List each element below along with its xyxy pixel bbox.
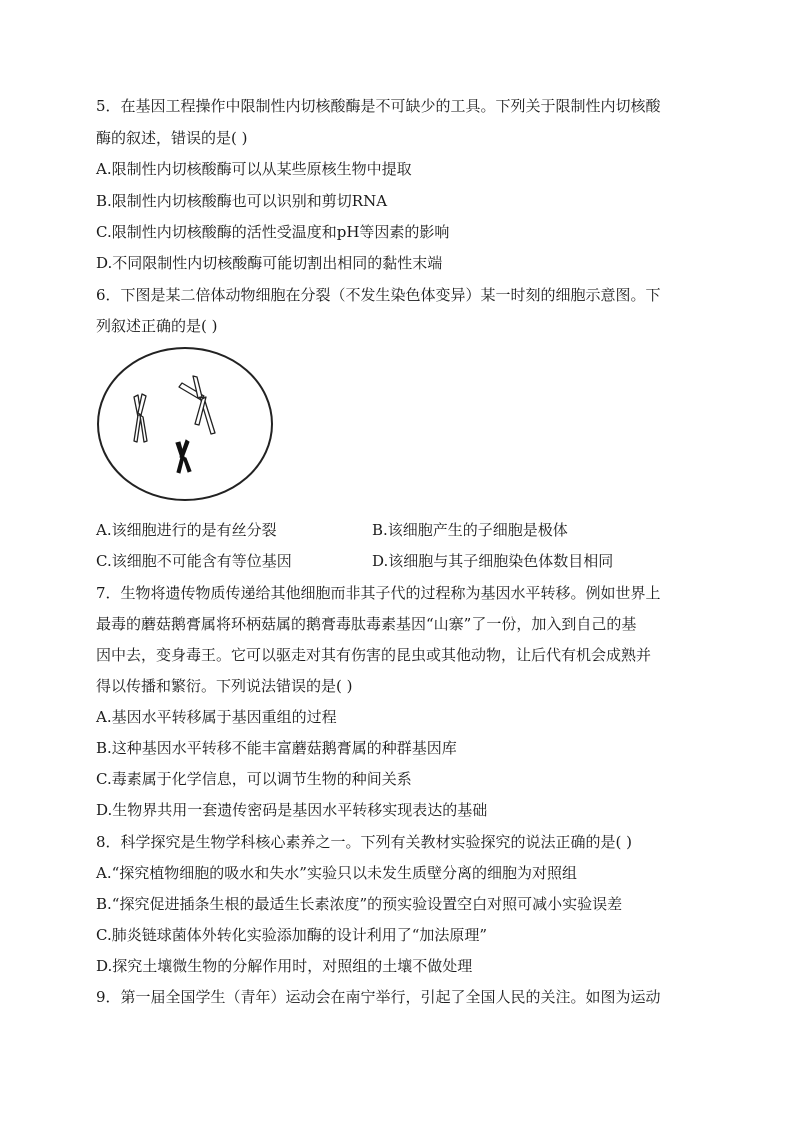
q5-option-c: C.限制性内切核酸酶的活性受温度和pH等因素的影响 <box>96 223 450 241</box>
q5-option-b: B.限制性内切核酸酶也可以识别和剪切RNA <box>96 192 388 210</box>
q7-stem-line1: 7．生物将遗传物质传递给其他细胞而非其子代的过程称为基因水平转移。例如世界上 <box>96 584 661 602</box>
q6-option-d: D.该细胞与其子细胞染色体数目相同 <box>372 552 614 570</box>
q7-option-d: D.生物界共用一套遗传密码是基因水平转移实现表达的基础 <box>96 801 488 819</box>
q6-option-b: B.该细胞产生的子细胞是极体 <box>372 521 568 539</box>
q8-option-a: A.“探究植物细胞的吸水和失水”实验只以未发生质壁分离的细胞为对照组 <box>96 864 577 882</box>
q6-option-a: A.该细胞进行的是有丝分裂 <box>96 521 277 539</box>
q7-stem-line3: 因中去，变身毒王。它可以驱走对其有伤害的昆虫或其他动物，让后代有机会成熟并 <box>96 646 652 664</box>
q8-option-d: D.探究土壤微生物的分解作用时，对照组的土壤不做处理 <box>96 957 473 975</box>
q7-stem-line2: 最毒的蘑菇鹅膏属将环柄菇属的鹅膏毒肽毒素基因“山寨”了一份，加入到自己的基 <box>96 615 637 633</box>
q8-option-c: C.肺炎链球菌体外转化实验添加酶的设计利用了“加法原理” <box>96 926 488 944</box>
cell-chromosomes-diagram-icon <box>94 345 274 505</box>
q7-option-b: B.这种基因水平转移不能丰富蘑菇鹅膏属的种群基因库 <box>96 739 457 757</box>
q5-option-a: A.限制性内切核酸酶可以从某些原核生物中提取 <box>96 160 412 178</box>
q7-option-a: A.基因水平转移属于基因重组的过程 <box>96 708 337 726</box>
q7-stem-line4: 得以传播和繁衍。下列说法错误的是( ) <box>96 677 353 695</box>
q6-option-c: C.该细胞不可能含有等位基因 <box>96 552 292 570</box>
q5-stem-line2: 酶的叙述，错误的是( ) <box>96 129 248 147</box>
q8-stem-line1: 8．科学探究是生物学科核心素养之一。下列有关教材实验探究的说法正确的是( ) <box>96 833 633 851</box>
q5-stem-line1: 5．在基因工程操作中限制性内切核酸酶是不可缺少的工具。下列关于限制性内切核酸 <box>96 97 661 115</box>
q7-option-c: C.毒素属于化学信息，可以调节生物的种间关系 <box>96 770 412 788</box>
q5-option-d: D.不同限制性内切核酸酶可能切割出相同的黏性末端 <box>96 254 443 272</box>
q9-stem-line1: 9．第一届全国学生（青年）运动会在南宁举行，引起了全国人民的关注。如图为运动 <box>96 988 661 1006</box>
q6-stem-line1: 6．下图是某二倍体动物细胞在分裂（不发生染色体变异）某一时刻的细胞示意图。下 <box>96 286 661 304</box>
q6-stem-line2: 列叙述正确的是( ) <box>96 317 218 335</box>
q8-option-b: B.“探究促进插条生根的最适生长素浓度”的预实验设置空白对照可减小实验误差 <box>96 895 623 913</box>
